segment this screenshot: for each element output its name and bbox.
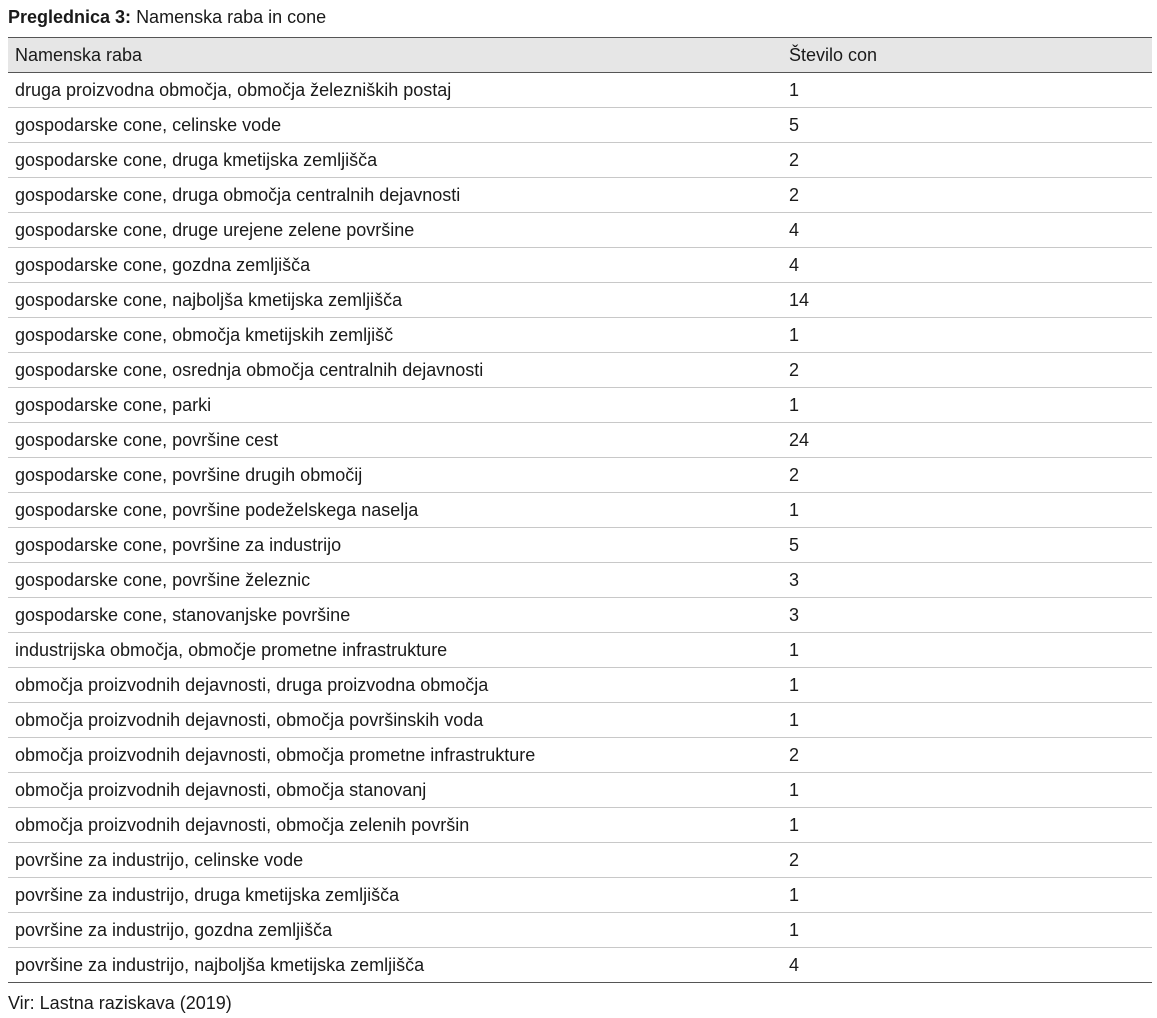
cell-zone-count: 1 bbox=[782, 808, 1152, 843]
table-row bbox=[8, 633, 1152, 668]
cell-land-use: površine za industrijo, druga kmetijska zemljišča bbox=[8, 878, 782, 913]
table-row bbox=[8, 213, 1152, 248]
table-row bbox=[8, 493, 1152, 528]
cell-zone-count: 1 bbox=[782, 388, 1152, 423]
cell-land-use: industrijska območja, območje prometne infrastrukture bbox=[8, 633, 782, 668]
table-row bbox=[8, 668, 1152, 703]
cell-land-use: gospodarske cone, površine za industrijo bbox=[8, 528, 782, 563]
cell-zone-count: 1 bbox=[782, 493, 1152, 528]
cell-land-use: gospodarske cone, najboljša kmetijska zemljišča bbox=[8, 283, 782, 318]
table-row bbox=[8, 843, 1152, 878]
table-row bbox=[8, 773, 1152, 808]
cell-zone-count: 1 bbox=[782, 703, 1152, 738]
table-caption bbox=[8, 6, 326, 28]
cell-zone-count: 1 bbox=[782, 633, 1152, 668]
table-row bbox=[8, 73, 1152, 108]
cell-land-use: gospodarske cone, stanovanjske površine bbox=[8, 598, 782, 633]
table-row bbox=[8, 108, 1152, 143]
cell-land-use: gospodarske cone, površine podeželskega naselja bbox=[8, 493, 782, 528]
table-header bbox=[8, 38, 1152, 73]
cell-zone-count: 1 bbox=[782, 318, 1152, 353]
cell-zone-count: 5 bbox=[782, 528, 1152, 563]
cell-zone-count: 14 bbox=[782, 283, 1152, 318]
table-row bbox=[8, 563, 1152, 598]
table-row bbox=[8, 318, 1152, 353]
cell-zone-count: 1 bbox=[782, 73, 1152, 108]
table-row bbox=[8, 458, 1152, 493]
cell-zone-count: 2 bbox=[782, 143, 1152, 178]
table-row bbox=[8, 808, 1152, 843]
cell-land-use: gospodarske cone, druga območja centralnih dejavnosti bbox=[8, 178, 782, 213]
cell-zone-count: 1 bbox=[782, 773, 1152, 808]
table-row bbox=[8, 388, 1152, 423]
cell-zone-count: 2 bbox=[782, 353, 1152, 388]
land-use-table bbox=[8, 37, 1152, 983]
cell-land-use: gospodarske cone, osrednja območja centralnih dejavnosti bbox=[8, 353, 782, 388]
cell-land-use: gospodarske cone, parki bbox=[8, 388, 782, 423]
cell-zone-count: 3 bbox=[782, 598, 1152, 633]
column-header-land-use: Namenska raba bbox=[8, 38, 782, 73]
cell-zone-count: 4 bbox=[782, 948, 1152, 983]
cell-zone-count: 2 bbox=[782, 843, 1152, 878]
table-row bbox=[8, 283, 1152, 318]
table-row bbox=[8, 598, 1152, 633]
table-body bbox=[8, 73, 1152, 983]
cell-zone-count: 1 bbox=[782, 913, 1152, 948]
table-container bbox=[8, 37, 1152, 983]
source-note: Vir: Lastna raziskava (2019) bbox=[8, 993, 232, 1013]
table-row bbox=[8, 528, 1152, 563]
table-row bbox=[8, 423, 1152, 458]
cell-zone-count: 1 bbox=[782, 878, 1152, 913]
cell-land-use: gospodarske cone, druga kmetijska zemljišča bbox=[8, 143, 782, 178]
cell-land-use: območja proizvodnih dejavnosti, druga proizvodna območja bbox=[8, 668, 782, 703]
cell-land-use: gospodarske cone, gozdna zemljišča bbox=[8, 248, 782, 283]
table-row bbox=[8, 878, 1152, 913]
cell-zone-count: 5 bbox=[782, 108, 1152, 143]
caption-label: Preglednica 3: bbox=[8, 7, 132, 27]
cell-zone-count: 24 bbox=[782, 423, 1152, 458]
cell-land-use: površine za industrijo, celinske vode bbox=[8, 843, 782, 878]
table-row bbox=[8, 248, 1152, 283]
cell-land-use: gospodarske cone, površine drugih območij bbox=[8, 458, 782, 493]
table-row bbox=[8, 353, 1152, 388]
header-row bbox=[8, 38, 1152, 73]
table-row bbox=[8, 948, 1152, 983]
cell-land-use: gospodarske cone, površine cest bbox=[8, 423, 782, 458]
cell-land-use: površine za industrijo, najboljša kmetijska zemljišča bbox=[8, 948, 782, 983]
cell-zone-count: 3 bbox=[782, 563, 1152, 598]
cell-land-use: območja proizvodnih dejavnosti, območja površinskih voda bbox=[8, 703, 782, 738]
cell-land-use: gospodarske cone, celinske vode bbox=[8, 108, 782, 143]
table-row bbox=[8, 913, 1152, 948]
cell-land-use: površine za industrijo, gozdna zemljišča bbox=[8, 913, 782, 948]
table-row bbox=[8, 178, 1152, 213]
table-row bbox=[8, 738, 1152, 773]
cell-land-use: območja proizvodnih dejavnosti, območja prometne infrastrukture bbox=[8, 738, 782, 773]
cell-land-use: gospodarske cone, območja kmetijskih zemljišč bbox=[8, 318, 782, 353]
cell-land-use: gospodarske cone, druge urejene zelene površine bbox=[8, 213, 782, 248]
cell-zone-count: 2 bbox=[782, 178, 1152, 213]
cell-zone-count: 1 bbox=[782, 668, 1152, 703]
cell-zone-count: 2 bbox=[782, 458, 1152, 493]
table-row bbox=[8, 703, 1152, 738]
column-header-zone-count: Število con bbox=[782, 38, 1152, 73]
cell-land-use: gospodarske cone, površine železnic bbox=[8, 563, 782, 598]
cell-zone-count: 4 bbox=[782, 213, 1152, 248]
caption-title: Namenska raba in cone bbox=[136, 7, 327, 27]
cell-land-use: druga proizvodna območja, območja železniških postaj bbox=[8, 73, 782, 108]
cell-zone-count: 4 bbox=[782, 248, 1152, 283]
cell-zone-count: 2 bbox=[782, 738, 1152, 773]
cell-land-use: območja proizvodnih dejavnosti, območja stanovanj bbox=[8, 773, 782, 808]
cell-land-use: območja proizvodnih dejavnosti, območja zelenih površin bbox=[8, 808, 782, 843]
table-row bbox=[8, 143, 1152, 178]
